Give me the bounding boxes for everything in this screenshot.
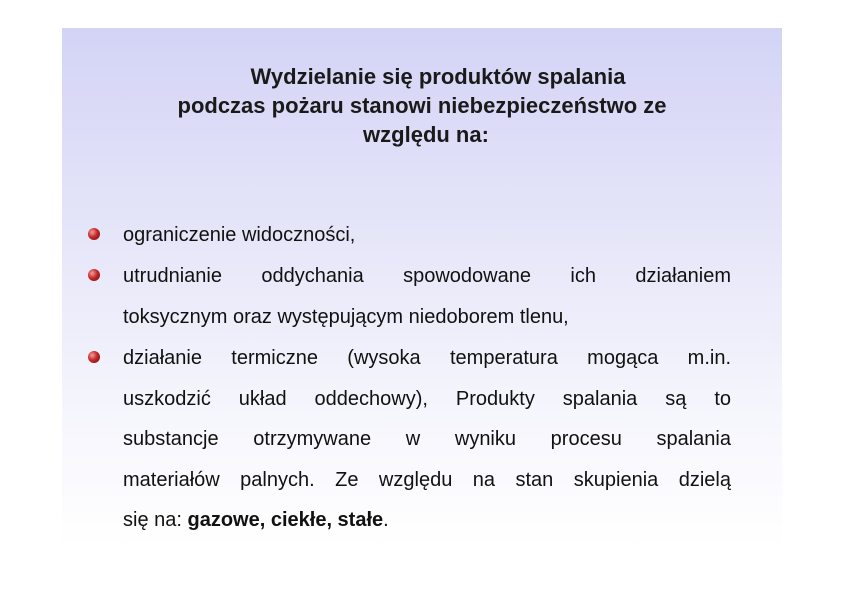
bullet-icon bbox=[88, 228, 100, 240]
bullet-text bbox=[123, 256, 731, 337]
bullet-icon bbox=[88, 351, 100, 363]
bullet-text bbox=[123, 338, 731, 541]
bullet-text-prefix: się na: bbox=[123, 509, 188, 531]
bullet-line: utrudnianie oddychania spowodowane ich działaniem bbox=[123, 265, 731, 287]
bullet-text-suffix: . bbox=[383, 509, 389, 531]
bullet-line: uszkodzić układ oddechowy), Produkty spalania są to bbox=[123, 387, 731, 410]
bullet-icon bbox=[88, 269, 100, 281]
bullet-text bbox=[123, 215, 731, 256]
bullet-line: działanie termiczne (wysoka temperatura mogąca m.in. bbox=[123, 347, 731, 369]
bullet-line: toksycznym oraz występującym niedoborem tlenu, bbox=[123, 305, 569, 328]
bullet-line: materiałów palnych. Ze względu na stan skupienia dzielą bbox=[123, 468, 731, 491]
slide-title bbox=[62, 62, 782, 149]
bullet-line: ograniczenie widoczności, bbox=[123, 224, 356, 246]
title-line-1: Wydzielanie się produktów spalania bbox=[250, 64, 626, 89]
title-line-3: względu na: bbox=[363, 122, 489, 147]
title-line-2: podczas pożaru stanowi niebezpieczeństwo ze bbox=[177, 93, 667, 118]
bullet-line-last bbox=[123, 500, 731, 541]
bullet-line: substancje otrzymywane w wyniku procesu spalania bbox=[123, 428, 731, 450]
bullet-text-bold: gazowe, ciekłe, stałe bbox=[187, 509, 384, 531]
